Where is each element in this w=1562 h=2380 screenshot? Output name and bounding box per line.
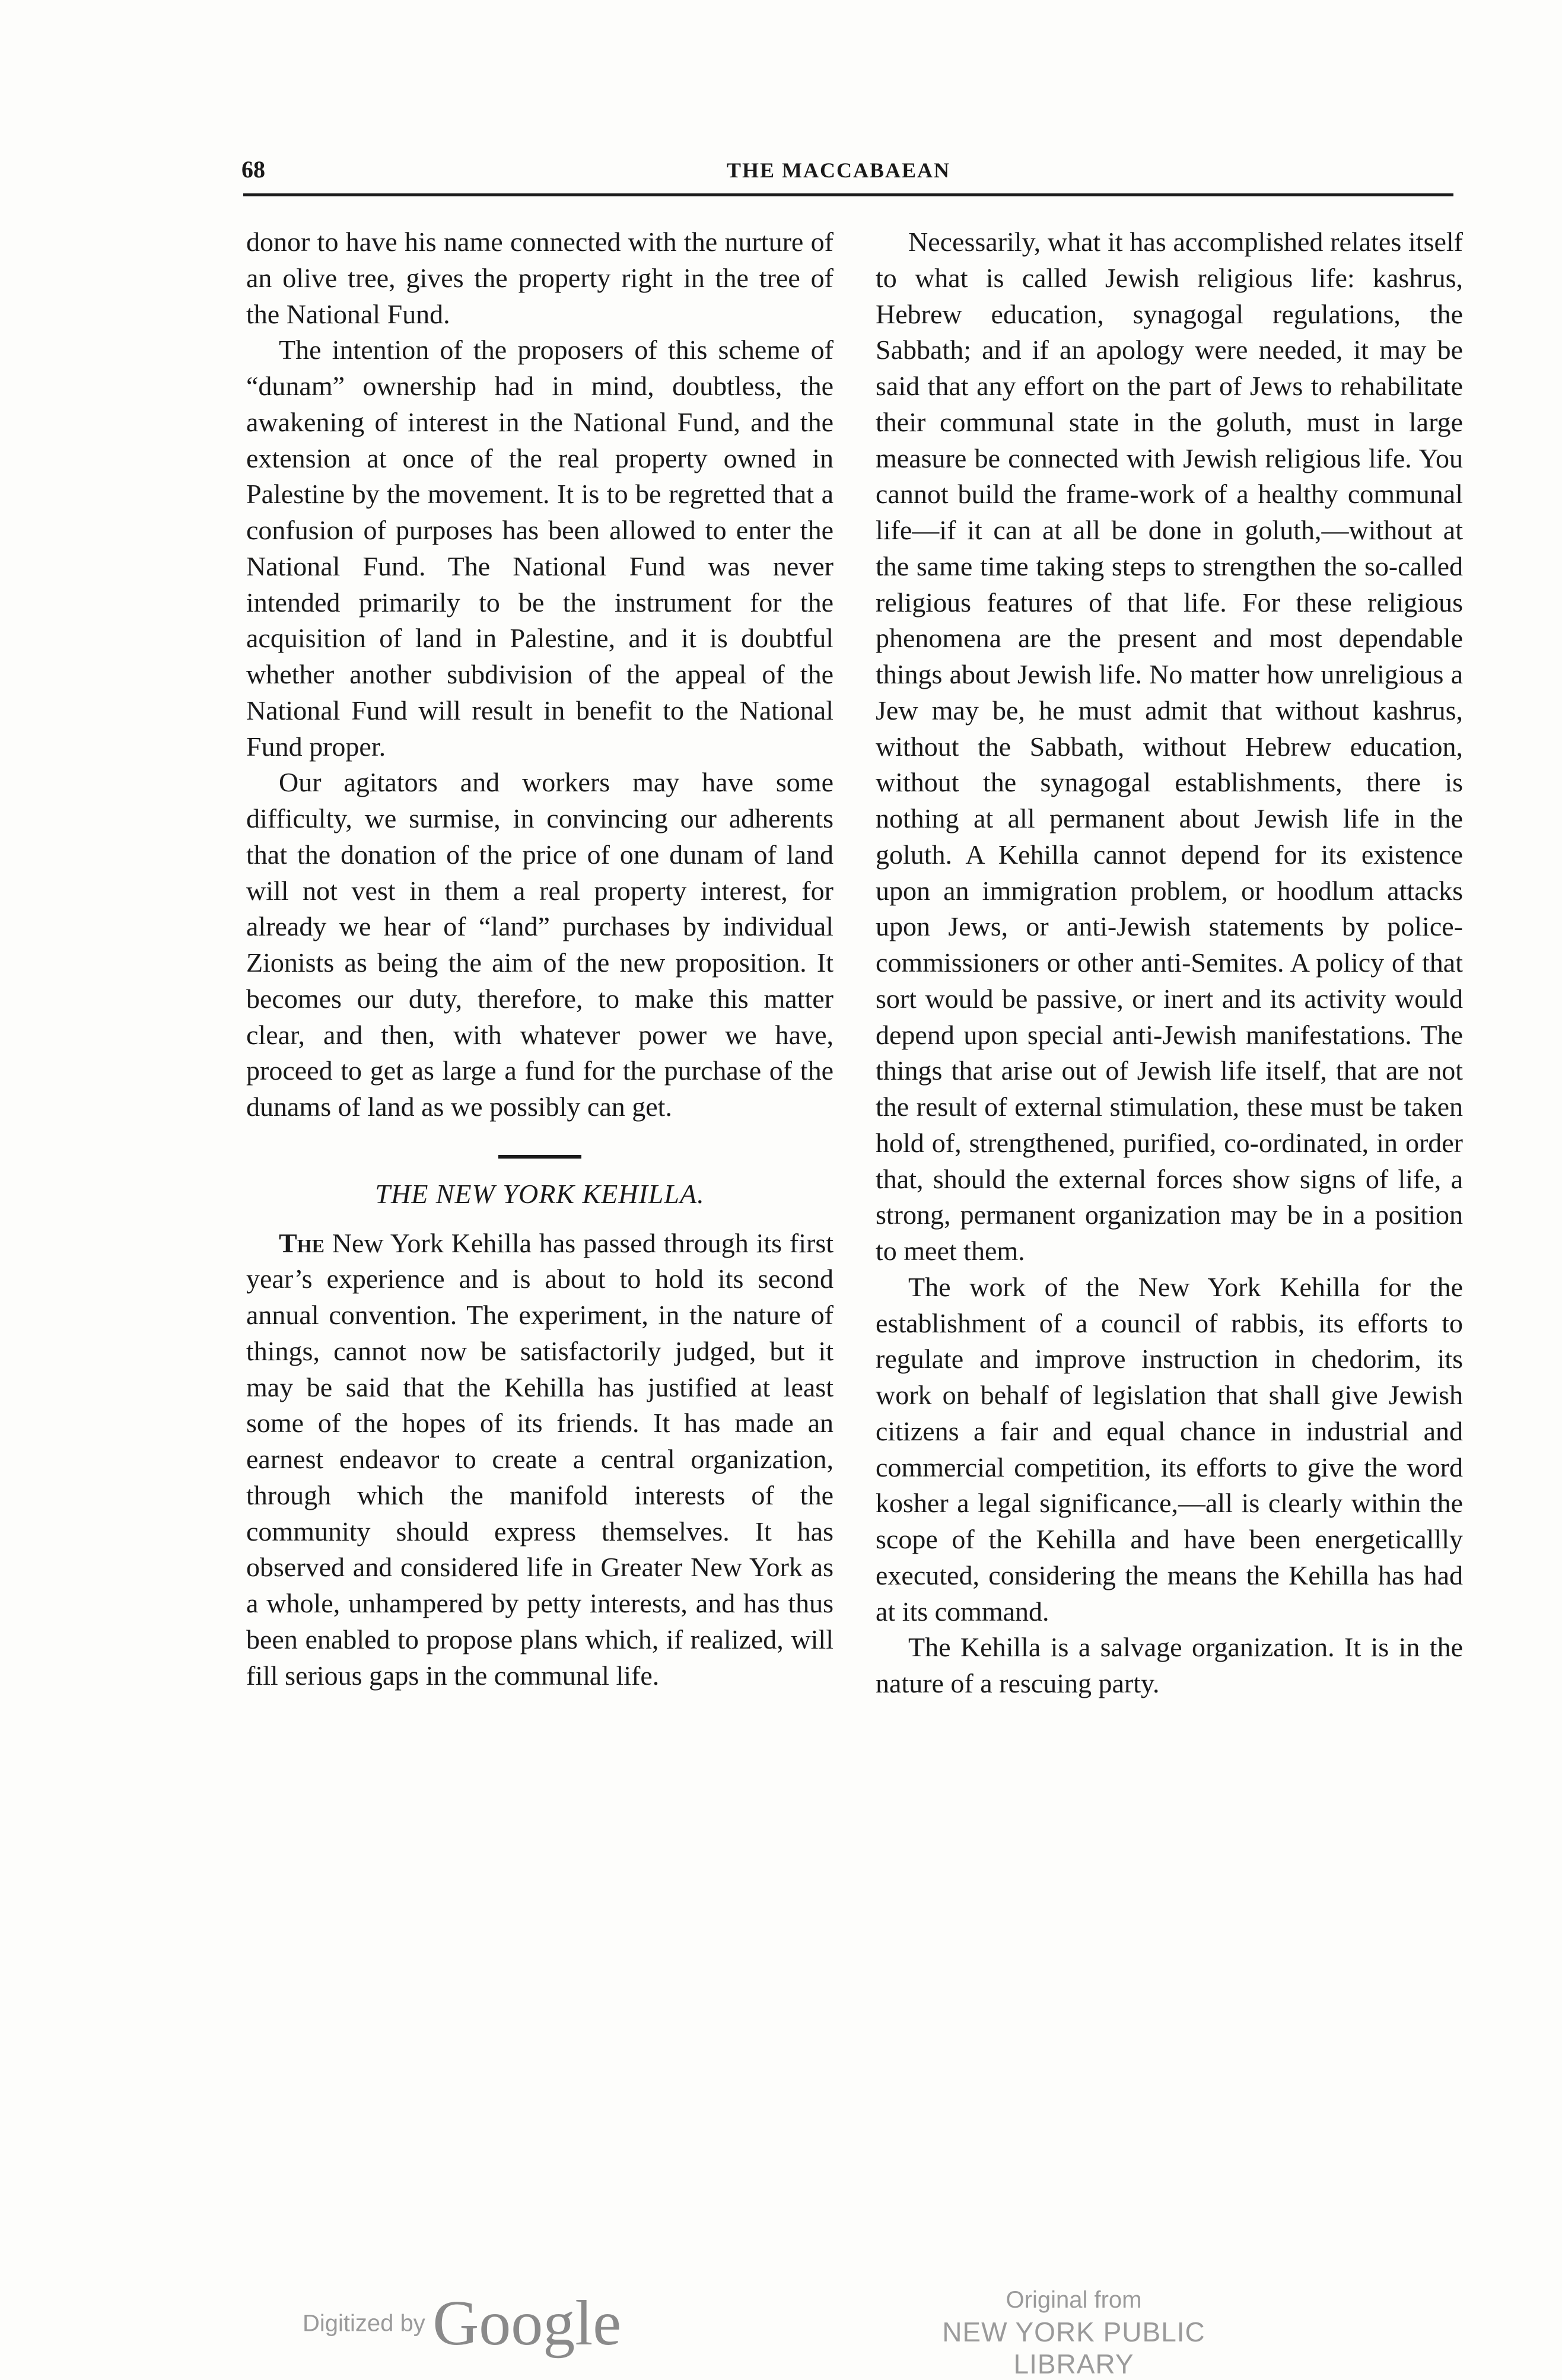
paragraph: The work of the New York Kehilla for the establishment of a council of rabbis, its efforts to regulate and improve instruction in chedorim, its work on behalf of legislation that shall give Jewish citizens a fair and equal chance in industrial and commercial competition, its efforts to give the word kosher a legal significance,—all is clearly within the scope of the Kehilla and have been energeticallly executed, considering the means the Kehilla has had at its command. [876, 1271, 1463, 1627]
header-rule [243, 193, 1453, 196]
paragraph: The intention of the proposers of this scheme of “dunam” ownership had in mind, doubtless, the awakening of interest in the National Fund, and the extension at once of the real property owned in Palestine by the movement. It is to be regretted that a confusion of purposes has been allowed to enter the National Fund. The National Fund was never intended primarily to be the instrument for the acquisition of land in Palestine, and it is doubtful whether another subdivision of the appeal of the National Fund will result in benefit to the National Fund proper. [246, 335, 834, 762]
digitized-by-label: Digitized by [303, 2310, 425, 2337]
right-column [876, 224, 1463, 1702]
paragraph-text: New York Kehilla has passed through its first year’s experience and is about to hold its second annual convention. The experiment, in the nature of things, cannot now be satisfactorily judged, but it may be said that the Kehilla has justified at least some of the hopes of its friends. It has made an earnest endeavor to create a central organization, through which the manifold interests of the community should express themselves. It has observed and considered life in Greater New York as a whole, unhampered by petty interests, and has thus been enabled to propose plans which, if realized, will fill serious gaps in the communal life. [246, 1227, 834, 1691]
paragraph [246, 1226, 834, 1694]
paragraph: Our agitators and workers may have some difficulty, we surmise, in convincing our adherents that the donation of the price of one dunam of land will not vest in them a real property interest, for already we hear of “land” purchases by individual Zionists as being the aim of the new proposition. It becomes our duty, therefore, to make this matter clear, and then, with whatever power we have, proceed to get as large a fund for the purchase of the dunams of land as we possibly can get. [246, 767, 834, 1122]
library-name: NEW YORK PUBLIC LIBRARY [942, 2317, 1205, 2379]
paragraph: Necessarily, what it has accomplished relates itself to what is called Jewish religious life: kashrus, Hebrew education, synagogal regulations, the Sabbath; and if an apology were needed, it may be said that any effort on the part of Jews to rehabilitate their communal state in the goluth, must in large measure be connected with Jewish religious life. You cannot build the frame-work of a healthy communal life—if it can at all be done in goluth,—without at the same time taking steps to strengthen the so-called religious features of that life. For these religious phenomena are the present and most dependable things about Jewish life. No matter how unreligious a Jew may be, he must admit that without kashrus, without the Sabbath, without Hebrew education, without the synagogal establishments, there is nothing at all permanent about Jewish life in the goluth. A Kehilla cannot depend for its existence upon an immigration problem, or hoodlum attacks upon Jews, or anti-Jewish statements by police-commissioners or other anti-Semites. A policy of that sort would be passive, or inert and its activity would depend upon special anti-Jewish manifestations. The things that arise out of Jewish life itself, that are not the result of external stimulation, these must be taken hold of, strengthened, purified, co-ordinated, in order that, should the external forces show signs of life, a strong, permanent organization may be in a position to meet them. [876, 227, 1463, 1266]
running-head: THE MACCABAEAN [727, 158, 951, 182]
original-from-label: Original from [1006, 2287, 1142, 2313]
page-number: 68 [241, 156, 265, 183]
google-logo: Google [432, 2288, 622, 2359]
source-library-watermark [908, 2287, 1240, 2380]
section-title: THE NEW YORK KEHILLA. [375, 1178, 705, 1209]
lead-word: The [279, 1227, 325, 1258]
left-column [246, 224, 834, 1694]
digitized-by-watermark [303, 2287, 621, 2360]
paragraph: donor to have his name connected with the nurture of an olive tree, gives the property right in the tree of the National Fund. [246, 227, 834, 329]
paragraph: The Kehilla is a salvage organization. It is in the nature of a rescuing party. [876, 1632, 1463, 1698]
section-divider [498, 1155, 581, 1159]
